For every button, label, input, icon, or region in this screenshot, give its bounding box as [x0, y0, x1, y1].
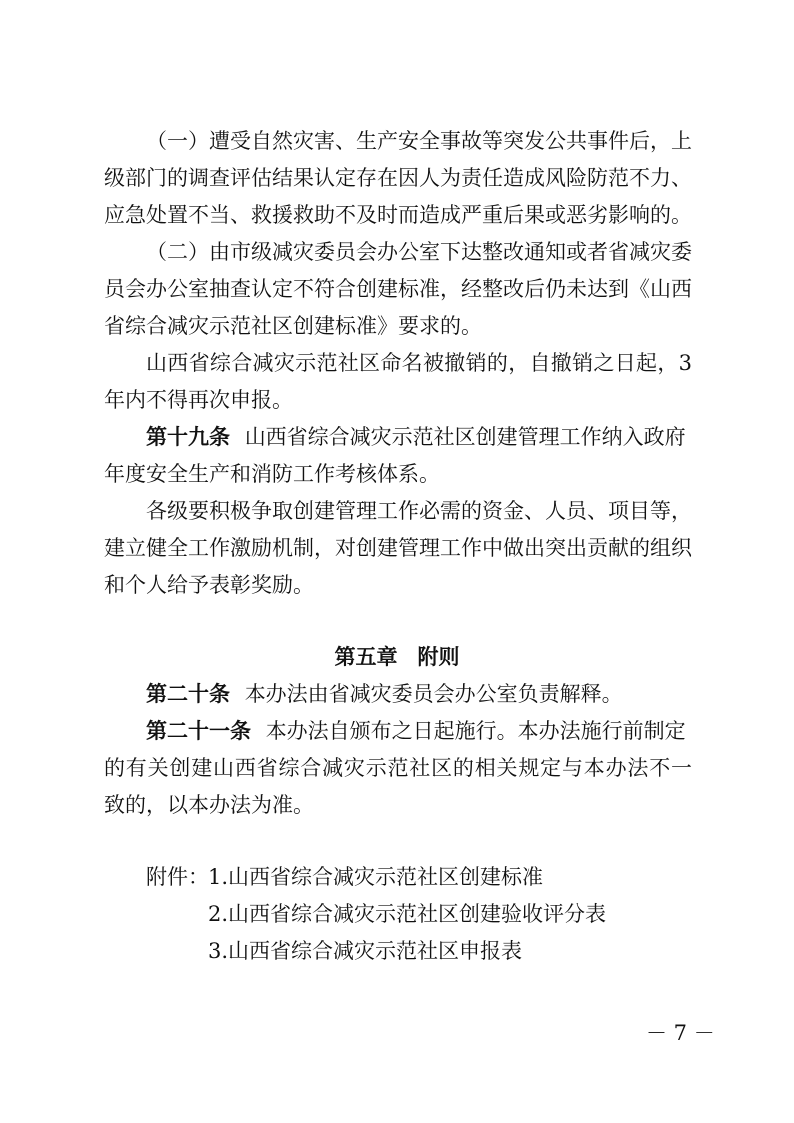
attachments-label: 附件： [146, 865, 209, 889]
article-19-line [146, 422, 692, 452]
article-21-line [146, 716, 692, 746]
article-19-text: 山西省综合减灾示范社区创建管理工作纳入政府 [244, 425, 686, 449]
paragraph-line: 建立健全工作激励机制，对创建管理工作中做出突出贡献的组织 [104, 536, 692, 560]
paragraph-line: 各级要积极争取创建管理工作必需的资金、人员、项目等， [146, 499, 692, 523]
attachment-item: 2.山西省综合减灾示范社区创建验收评分表 [208, 902, 607, 926]
paragraph-line: 省综合减灾示范社区创建标准》要求的。 [104, 314, 482, 338]
paragraph-line: 山西省综合减灾示范社区命名被撤销的，自撤销之日起，3 [146, 351, 692, 375]
attachment-item: 1.山西省综合减灾示范社区创建标准 [208, 865, 544, 889]
chapter-number: 第五章 [334, 645, 398, 669]
paragraph-line: （一）遭受自然灾害、生产安全事故等突发公共事件后，上 [146, 129, 692, 153]
paragraph-line: 和个人给予表彰奖励。 [104, 573, 314, 597]
chapter-name: 附则 [417, 645, 460, 669]
article-20-line [146, 679, 692, 709]
paragraph-line: 的有关创建山西省综合减灾示范社区的相关规定与本办法不一 [104, 756, 692, 780]
article-21-text: 本办法自颁布之日起施行。本办法施行前制定 [265, 719, 686, 743]
paragraph-line: 员会办公室抽查认定不符合创建标准，经整改后仍未达到《山西 [104, 277, 692, 301]
attachment-item: 3.山西省综合减灾示范社区申报表 [208, 939, 523, 963]
article-20-title: 第二十条 [146, 682, 230, 706]
paragraph-line: （二）由市级减灾委员会办公室下达整改通知或者省减灾委 [146, 240, 692, 264]
article-19-title: 第十九条 [146, 425, 230, 449]
paragraph-line: 级部门的调查评估结果认定存在因人为责任造成风险防范不力、 [104, 166, 692, 190]
paragraph-line: 年内不得再次申报。 [104, 388, 293, 412]
article-20-text: 本办法由省减灾委员会办公室负责解释。 [244, 682, 623, 706]
article-21-title: 第二十一条 [146, 719, 251, 743]
chapter-heading [0, 642, 794, 672]
paragraph-line: 年度安全生产和消防工作考核体系。 [104, 462, 440, 486]
paragraph-line: 应急处置不当、救援救助不及时而造成严重后果或恶劣影响的。 [104, 203, 692, 227]
page-number: － 7 － [646, 1021, 715, 1045]
paragraph-line: 致的，以本办法为准。 [104, 793, 314, 817]
